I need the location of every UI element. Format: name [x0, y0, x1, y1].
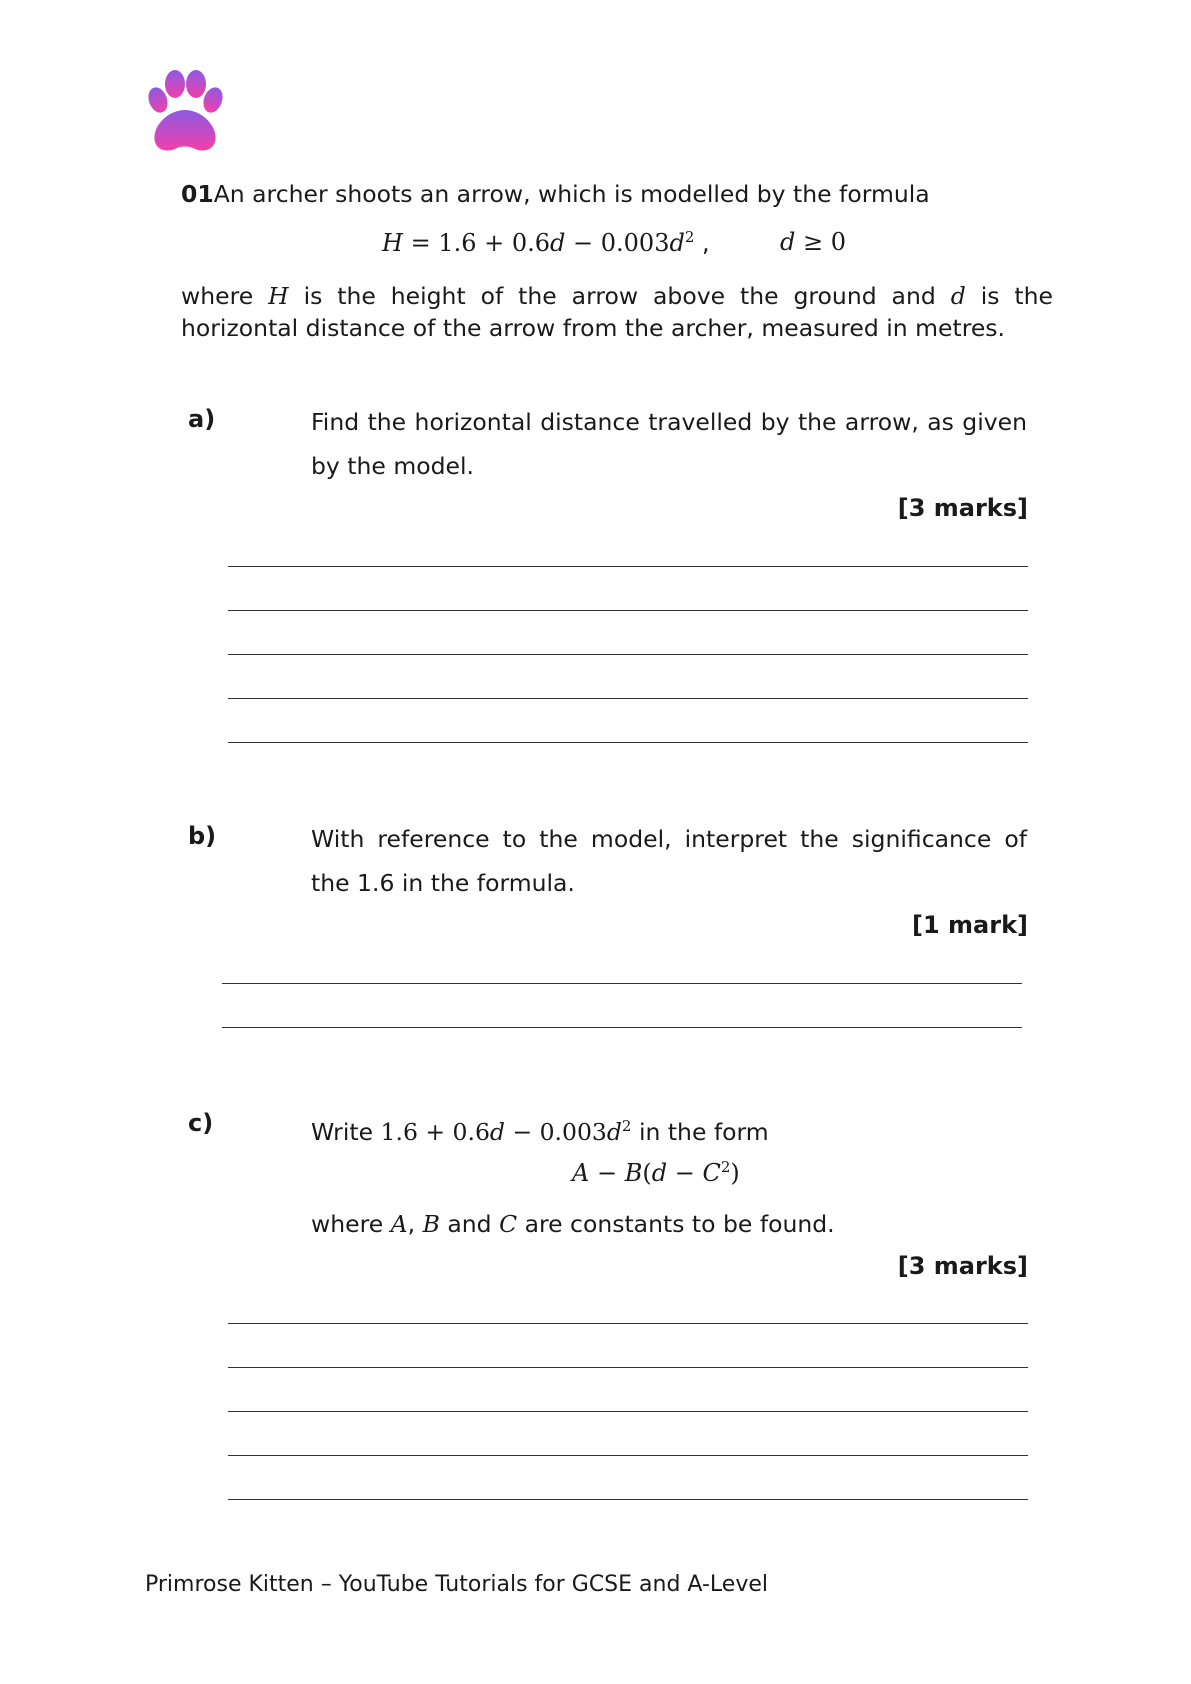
text: ,: [407, 1210, 416, 1238]
main-formula: [382, 228, 710, 257]
var-B: B: [422, 1210, 440, 1238]
answer-line[interactable]: [228, 1499, 1028, 1500]
part-c-label: c): [188, 1109, 214, 1137]
answer-line[interactable]: [228, 1455, 1028, 1456]
text: where: [311, 1210, 384, 1238]
part-b-line1: With reference to the model, interpret the significance of: [311, 825, 1027, 853]
text: in the form: [638, 1117, 769, 1146]
var-d: d: [489, 1117, 505, 1146]
text: are constants to be found.: [524, 1210, 835, 1238]
part-c-question-line3: [311, 1202, 835, 1246]
part-c-question-line1: [311, 1104, 769, 1154]
part-c-marks: [3 marks]: [897, 1252, 1028, 1280]
form-part: −: [667, 1159, 703, 1187]
part-b-line2: the 1.6 in the formula.: [311, 869, 575, 897]
part-b-question: [311, 817, 1027, 905]
answer-line[interactable]: [228, 610, 1028, 611]
text: is the height of the arrow above the ground and: [303, 282, 936, 310]
target-form: [572, 1158, 740, 1187]
var-A: A: [572, 1159, 590, 1187]
answer-line[interactable]: [228, 1323, 1028, 1324]
form-part: −: [589, 1159, 625, 1187]
text: where: [181, 282, 254, 310]
part-a-line2: by the model.: [311, 452, 474, 480]
answer-line[interactable]: [228, 742, 1028, 743]
answer-line[interactable]: [222, 983, 1022, 984]
var-d: d: [651, 1159, 668, 1187]
exponent: 2: [621, 1117, 632, 1135]
part-a-marks: [3 marks]: [897, 494, 1028, 522]
var-C: C: [499, 1210, 518, 1238]
part-b-label: b): [188, 822, 217, 850]
var-d: d: [669, 229, 685, 257]
answer-line[interactable]: [228, 654, 1028, 655]
form-part: ): [730, 1159, 740, 1187]
var-B: B: [624, 1159, 643, 1187]
formula-part: − 0.003: [565, 229, 670, 257]
variable-definition-line1: [181, 280, 1053, 312]
answer-line[interactable]: [228, 1367, 1028, 1368]
variable-definition-line2: horizontal distance of the arrow from the archer, measured in metres.: [181, 314, 1006, 342]
var-d: d: [780, 228, 796, 256]
form-part: (: [642, 1159, 652, 1187]
var-d: d: [550, 229, 566, 257]
var-H: H: [382, 229, 403, 257]
exponent: 2: [720, 1158, 731, 1176]
question-intro: [181, 178, 930, 210]
var-d: d: [950, 282, 966, 310]
part-a-line1: Find the horizontal distance travelled by the arrow, as given: [311, 408, 1027, 436]
exponent: 2: [684, 228, 695, 246]
paw-print-icon: [145, 70, 225, 154]
var-H: H: [268, 282, 289, 310]
var-C: C: [702, 1159, 721, 1187]
condition-text: ≥ 0: [795, 228, 847, 256]
expression-part: − 0.003: [504, 1117, 607, 1146]
text: Write: [311, 1117, 374, 1146]
answer-line[interactable]: [228, 566, 1028, 567]
part-b-marks: [1 mark]: [912, 911, 1028, 939]
page-footer: Primrose Kitten – YouTube Tutorials for GCSE and A-Level: [145, 1572, 768, 1597]
question-intro-text: An archer shoots an arrow, which is modelled by the formula: [213, 180, 930, 208]
formula-separator: ,: [694, 229, 710, 257]
formula-part: = 1.6 + 0.6: [402, 229, 551, 257]
part-a-label: a): [188, 405, 216, 433]
text: is the: [980, 282, 1053, 310]
answer-line[interactable]: [228, 698, 1028, 699]
expression-part: 1.6 + 0.6: [380, 1117, 490, 1146]
var-A: A: [390, 1210, 408, 1238]
var-d: d: [606, 1117, 622, 1146]
answer-line[interactable]: [228, 1411, 1028, 1412]
formula-condition: [780, 228, 846, 256]
answer-line[interactable]: [222, 1027, 1022, 1028]
text: and: [447, 1210, 492, 1238]
part-a-question: [311, 400, 1027, 488]
question-number: 01: [181, 180, 214, 208]
